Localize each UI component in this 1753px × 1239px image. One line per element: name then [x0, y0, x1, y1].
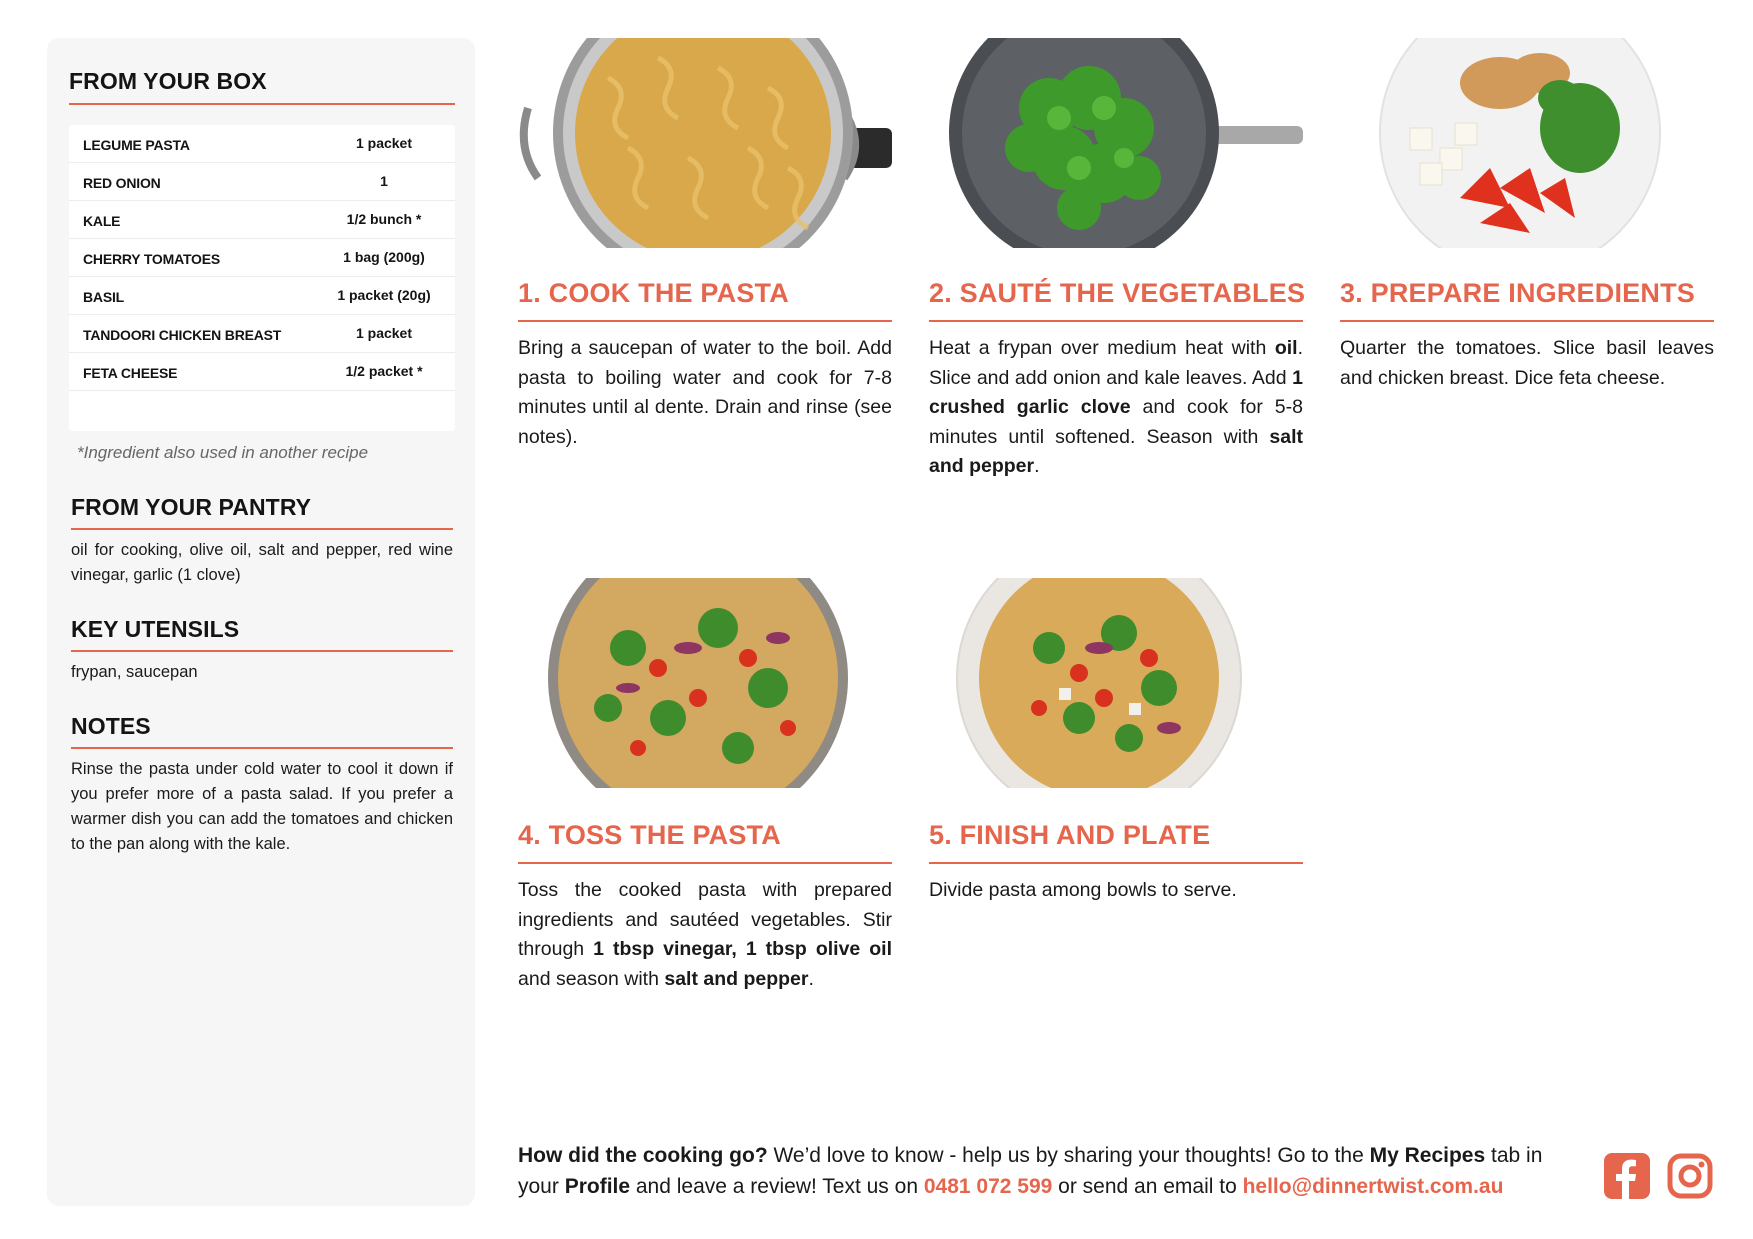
table-row [69, 277, 455, 315]
step-text-run: . [1034, 455, 1040, 477]
notes-text: Rinse the pasta under cold water to cool it down if you prefer more of a pasta salad. If you prefer a warmer dish you can add the tomatoes and chicken to the pan along with the kale. [71, 760, 453, 853]
feedback-question: How did the cooking go? [518, 1144, 768, 1167]
from-your-box-heading: FROM YOUR BOX [69, 68, 267, 94]
ingredient-name: BASIL [83, 289, 125, 305]
emphasis-text: salt and pepper [929, 425, 1303, 477]
step-text-run: . [808, 967, 814, 990]
step-text-run: . Slice and add onion and kale leaves. Add [929, 337, 1303, 389]
pantry-text: oil for cooking, olive oil, salt and pepper, red wine vinegar, garlic (1 clove) [71, 541, 453, 584]
step-text-run: Quarter the tomatoes. Slice basil leaves and chicken breast. Dice feta cheese. [1340, 337, 1714, 389]
emphasis-text: 1 crushed garlic clove [929, 366, 1303, 418]
step-title: 2. SAUTÉ THE VEGETABLES [929, 278, 1306, 308]
table-row [69, 239, 455, 277]
step-text-run: and cook for 5-8 minutes until softened. Season with [929, 396, 1303, 448]
heading-divider [71, 650, 453, 652]
ingredients-table [69, 125, 455, 431]
utensils-text: frypan, saucepan [71, 663, 198, 681]
emphasis-text: 1 tbsp vinegar, 1 tbsp olive oil [593, 938, 892, 960]
step-text [518, 334, 892, 452]
phone-link[interactable]: 0481 072 599 [923, 1175, 1053, 1198]
table-row [69, 353, 455, 391]
step-text [1340, 334, 1714, 393]
ingredients-sidebar [47, 38, 475, 1206]
ingredient-qty: 1/2 packet * [345, 363, 423, 379]
email-link[interactable]: hello@dinnertwist.com.au [1242, 1175, 1504, 1198]
footer-text: We’d love to know - help us by sharing your thoughts! Go to the [767, 1144, 1370, 1167]
footer-text: tab in your [518, 1144, 1543, 1198]
step-text-run: Heat a frypan over medium heat with [929, 337, 1275, 359]
step-text [929, 876, 1303, 906]
step-divider [1340, 320, 1714, 322]
my-recipes-label: My Recipes [1369, 1144, 1486, 1167]
emphasis-text: salt and pepper [664, 967, 809, 990]
ingredient-name: TANDOORI CHICKEN BREAST [83, 327, 282, 343]
kale-frypan-photo [929, 38, 1303, 248]
step-text-run: and season with [518, 967, 665, 990]
step-text-run: Divide pasta among bowls to serve. [929, 879, 1237, 901]
ingredient-qty: 1 bag (200g) [343, 249, 425, 265]
ingredient-qty: 1 packet (20g) [337, 287, 431, 303]
instagram-icon[interactable] [1667, 1153, 1713, 1199]
notes-heading: NOTES [71, 713, 151, 739]
table-row [69, 201, 455, 239]
step-divider [518, 862, 892, 864]
emphasis-text: oil [1274, 337, 1298, 359]
heading-divider [71, 747, 453, 749]
ingredient-name: LEGUME PASTA [83, 137, 190, 153]
plated-pasta-photo [929, 578, 1303, 788]
table-row [69, 315, 455, 353]
pasta-pot-photo [518, 38, 892, 248]
ingredient-name: RED ONION [83, 175, 161, 191]
feedback-footer [518, 1140, 1578, 1202]
footer-text: and leave a review! Text us on [630, 1175, 924, 1198]
step-divider [518, 320, 892, 322]
step-text-run: Bring a saucepan of water to the boil. Add pasta to boiling water and cook for 7-8 minutes until al dente. Drain and rinse (see notes). [518, 337, 892, 448]
table-row [69, 163, 455, 201]
ingredient-name: FETA CHEESE [83, 365, 178, 381]
facebook-icon[interactable] [1604, 1153, 1650, 1199]
footer-text: or send an email to [1052, 1175, 1243, 1198]
profile-label: Profile [564, 1175, 631, 1198]
pantry-heading: FROM YOUR PANTRY [71, 494, 312, 520]
ingredient-qty: 1 packet [355, 135, 413, 151]
heading-divider [69, 103, 455, 105]
ingredient-name: CHERRY TOMATOES [83, 251, 221, 267]
ingredient-footnote: *Ingredient also used in another recipe [77, 443, 369, 462]
step-text-run: Toss the cooked pasta with prepared ingredients and sautéed vegetables. Stir through [518, 879, 892, 960]
step-text [518, 876, 892, 994]
heading-divider [71, 528, 453, 530]
step-title: 5. FINISH AND PLATE [929, 820, 1211, 850]
prepared-ingredients-photo [1340, 38, 1714, 248]
ingredient-qty: 1 packet [355, 325, 413, 341]
step-divider [929, 862, 1303, 864]
step-title: 4. TOSS THE PASTA [518, 820, 781, 850]
table-row [69, 125, 455, 163]
ingredient-name: KALE [83, 213, 121, 229]
step-text [929, 334, 1303, 482]
tossed-pasta-photo [518, 578, 892, 788]
step-divider [929, 320, 1303, 322]
utensils-heading: KEY UTENSILS [71, 616, 240, 642]
ingredient-qty: 1 [380, 173, 388, 189]
step-title: 1. COOK THE PASTA [518, 278, 789, 308]
step-title: 3. PREPARE INGREDIENTS [1340, 278, 1695, 308]
ingredient-qty: 1/2 bunch * [346, 211, 422, 227]
